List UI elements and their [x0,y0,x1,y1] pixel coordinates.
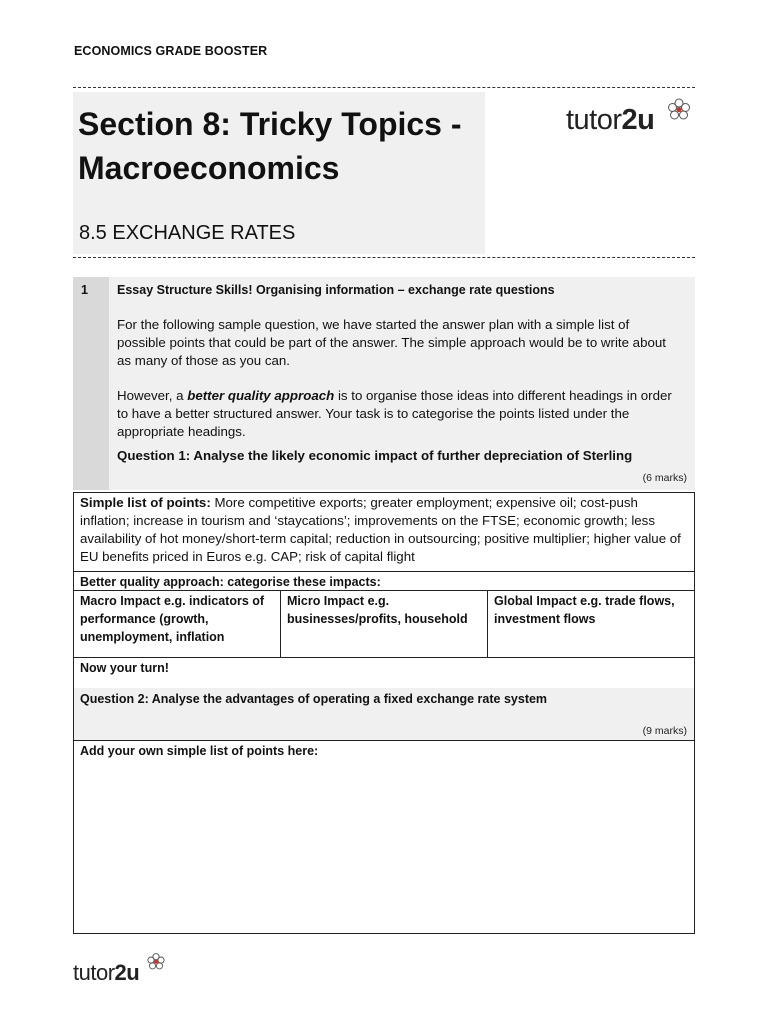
subsection-title: 8.5 EXCHANGE RATES [79,222,296,244]
task-number-column [73,277,109,490]
footer-logo-text: tutor [73,960,115,985]
task-paragraph-1: For the following sample question, we have started the answer plan with a simple list of possible points that could be part of the answer. The simple approach would be to write about as many of those as you can. [117,317,666,368]
your-turn-label: Now your turn! [80,661,169,675]
own-list-label: Add your own simple list of points here: [80,744,319,758]
global-impact-label: Global Impact e.g. trade flows, investment flows [494,594,675,626]
running-header: ECONOMICS GRADE BOOSTER [74,44,268,58]
simple-list-text: More competitive exports; greater employment; expensive oil; cost-push inflation; increase in tourism and ‘staycations’; improvements on the FTSE; economic growth; less availability of hot money/short-term capital; reduction in outsourcing; positive multiplier; higher value of EU benefits priced in Euros e.g. CAP; risk of capital flight [80,495,681,564]
question-1: Question 1: Analyse the likely economic impact of further depreciation of Sterling [117,448,633,463]
footer-logo-text-bold: 2u [114,960,140,985]
para2-before: However, a [117,388,188,403]
task-heading: Essay Structure Skills! Organising information – exchange rate questions [117,283,555,297]
header-divider [73,87,695,88]
simple-list [80,494,688,566]
para2-after: is to organise those ideas into different headings in order to have a better structured answer. Your task is to categorise the points listed under the appropriate headings. [117,388,672,439]
own-list-box[interactable] [73,740,695,934]
footer-logo [73,960,139,986]
macro-impact-label: Macro Impact e.g. indicators of performance (growth, unemployment, inflation [80,594,265,644]
footer-flower-icon [146,952,166,972]
section-title: Section 8: Tricky Topics - Macroeconomics [78,106,462,186]
simple-list-label: Simple list of points: [80,495,211,510]
logo-text: tutor [566,104,622,136]
para2-emphasis: better quality approach [187,388,335,403]
question-2-marks: (9 marks) [642,725,687,737]
micro-impact-label: Micro Impact e.g. businesses/profits, household [287,594,468,626]
question-1-marks: (6 marks) [642,472,687,484]
flower-icon [666,97,692,123]
logo-text-bold: 2u [621,104,655,136]
question-2: Question 2: Analyse the advantages of operating a fixed exchange rate system [80,692,548,706]
task-paragraph-2 [117,387,677,441]
categorise-heading: Better quality approach: categorise these impacts: [80,575,381,589]
brand-logo [566,104,654,137]
title-divider [73,257,695,258]
task-number: 1 [81,283,88,297]
